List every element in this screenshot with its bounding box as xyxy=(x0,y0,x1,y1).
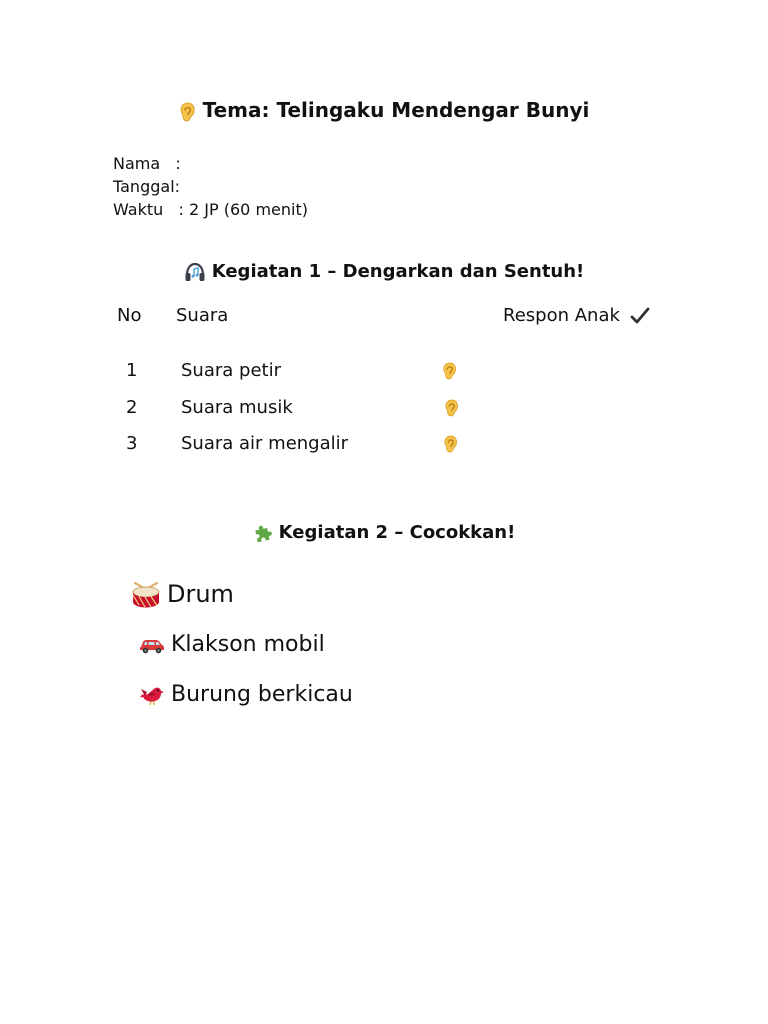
nama-label: Nama : xyxy=(113,154,181,173)
table-row-3-no: 3 xyxy=(126,433,138,454)
column-header-no: No xyxy=(117,305,142,326)
puzzle-icon xyxy=(253,523,273,543)
headphones-icon xyxy=(184,262,206,282)
ear-icon xyxy=(444,399,460,421)
nama-line xyxy=(113,152,181,175)
match-item-drum-label: Drum xyxy=(167,580,234,608)
match-item-klakson xyxy=(139,629,325,661)
ear-icon xyxy=(442,362,458,384)
column-header-suara: Suara xyxy=(176,305,229,326)
activity2-title xyxy=(0,520,768,546)
tanggal-label: Tanggal: xyxy=(113,177,181,196)
table-row-2-suara: Suara musik xyxy=(181,397,293,418)
match-item-drum xyxy=(131,578,234,610)
page-title-text: Tema: Telingaku Mendengar Bunyi xyxy=(202,98,590,122)
activity2-title-text: Kegiatan 2 – Cocokkan! xyxy=(278,522,516,543)
waktu-line xyxy=(113,198,308,221)
table-row-2-no: 2 xyxy=(126,397,138,418)
match-item-burung xyxy=(139,679,353,711)
car-icon xyxy=(139,635,165,655)
waktu-label: Waktu : xyxy=(113,200,184,219)
waktu-value: 2 JP (60 menit) xyxy=(189,200,308,219)
column-header-respon-text: Respon Anak xyxy=(503,305,620,326)
bird-icon xyxy=(139,683,165,707)
checkmark-icon xyxy=(630,306,650,326)
activity1-title-text: Kegiatan 1 – Dengarkan dan Sentuh! xyxy=(211,261,585,282)
activity1-title xyxy=(0,259,768,285)
table-row-1-suara: Suara petir xyxy=(181,360,281,381)
drum-icon xyxy=(131,579,161,609)
match-item-burung-label: Burung berkicau xyxy=(171,682,353,707)
column-header-respon xyxy=(503,304,650,328)
ear-icon xyxy=(179,102,197,122)
match-item-klakson-label: Klakson mobil xyxy=(171,632,325,657)
ear-icon xyxy=(443,435,459,457)
tanggal-line xyxy=(113,175,180,198)
table-row-3-suara: Suara air mengalir xyxy=(181,433,349,454)
page-title xyxy=(0,96,768,124)
table-row-1-no: 1 xyxy=(126,360,138,381)
